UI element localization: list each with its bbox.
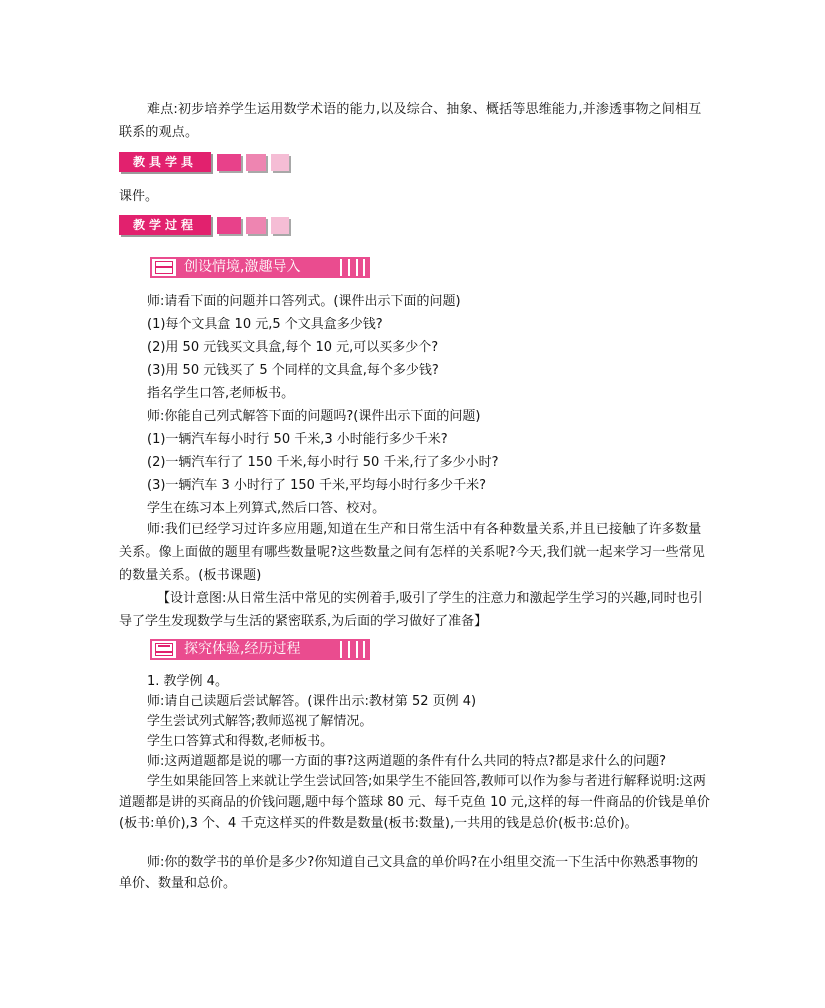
number-glyph-bar	[158, 645, 170, 647]
s1-line-9: (3)一辆汽车 3 小时行了 150 千米,平均每小时行多少千米?	[147, 478, 487, 493]
s2-paragraph-1: 学生如果能回答上来就让学生尝试回答;如果学生不能回答,教师可以作为参与者进行解释说明:这两道题都是讲的买商品的价钱问题,题中每个篮球 80 元、每千克鱼 10 元,这样的每一件商品的价钱是单价(板书:单价),3 个、4 千克这样买的件数是数量(板书:数量),一共用的钱是总价(板书:总价)。	[119, 774, 710, 831]
s2-line-2: 师:请自己读题后尝试解答。(课件出示:教材第 52 页例 4)	[147, 694, 477, 709]
section-2-title: 探究体验,经历过程	[184, 641, 301, 657]
s1-line-4: (3)用 50 元钱买了 5 个同样的文具盒,每个多少钱?	[147, 363, 439, 378]
banner-square	[246, 154, 266, 171]
section-1-number	[152, 259, 176, 276]
section-2-banner	[150, 639, 370, 660]
difficulty-paragraph: 难点:初步培养学生运用数学术语的能力,以及综合、抽象、概括等思维能力,并渗透事物之间相互联系的观点。	[119, 102, 702, 140]
s1-line-10: 学生在练习本上列算式,然后口答、校对。	[147, 501, 386, 516]
number-glyph-bar	[155, 651, 173, 653]
section-1-title: 创设情境,激趣导入	[184, 259, 301, 275]
banner-square	[271, 154, 289, 171]
s2-line-4: 学生口答算式和得数,老师板书。	[147, 734, 334, 749]
s1-line-3: (2)用 50 元钱买文具盒,每个 10 元,可以买多少个?	[147, 340, 439, 355]
banner-stripes	[338, 641, 366, 658]
s2-line-3: 学生尝试列式解答;教师巡视了解情况。	[147, 714, 373, 729]
banner-square	[271, 217, 289, 234]
section-2-number	[152, 641, 176, 658]
s1-line-2: (1)每个文具盒 10 元,5 个文具盒多少钱?	[147, 317, 383, 332]
banner-stripes	[338, 259, 366, 276]
s1-teacher-paragraph: 师:我们已经学习过许多应用题,知道在生产和日常生活中有各种数量关系,并且已接触了许多数量关系。像上面做的题里有哪些数量呢?这些数量之间有怎样的关系呢?今天,我们就一起来学习一些常见的数量关系。(板书课题)	[119, 522, 706, 583]
number-glyph-bar	[155, 266, 173, 268]
teaching-aids-header: 教具学具	[119, 152, 211, 172]
s1-line-7: (1)一辆汽车每小时行 50 千米,3 小时能行多少千米?	[147, 432, 448, 447]
s2-paragraph-2: 师:你的数学书的单价是多少?你知道自己文具盒的单价吗?在小组里交流一下生活中你熟悉事物的单价、数量和总价。	[119, 855, 699, 891]
banner-square	[217, 217, 241, 234]
banner-square	[217, 154, 241, 171]
banner-square	[246, 217, 266, 234]
teaching-aids-content: 课件。	[119, 189, 159, 204]
s2-line-5: 师:这两道题都是说的哪一方面的事?这两道题的条件有什么共同的特点?都是求什么的问题?	[147, 754, 667, 769]
s1-line-6: 师:你能自己列式解答下面的问题吗?(课件出示下面的问题)	[147, 409, 481, 424]
s1-line-5: 指名学生口答,老师板书。	[147, 386, 295, 401]
s1-line-1: 师:请看下面的问题并口答列式。(课件出示下面的问题)	[147, 294, 461, 309]
s2-line-1: 1. 教学例 4。	[147, 674, 228, 689]
section-1-banner	[150, 257, 370, 278]
s1-line-8: (2)一辆汽车行了 150 千米,每小时行 50 千米,行了多少小时?	[147, 455, 499, 470]
design-intent: 【设计意图:从日常生活中常见的实例着手,吸引了学生的注意力和激起学生学习的兴趣,同时也引导了学生发现数学与生活的紧密联系,为后面的学习做好了准备】	[119, 591, 703, 629]
teaching-process-header: 教学过程	[119, 215, 211, 235]
